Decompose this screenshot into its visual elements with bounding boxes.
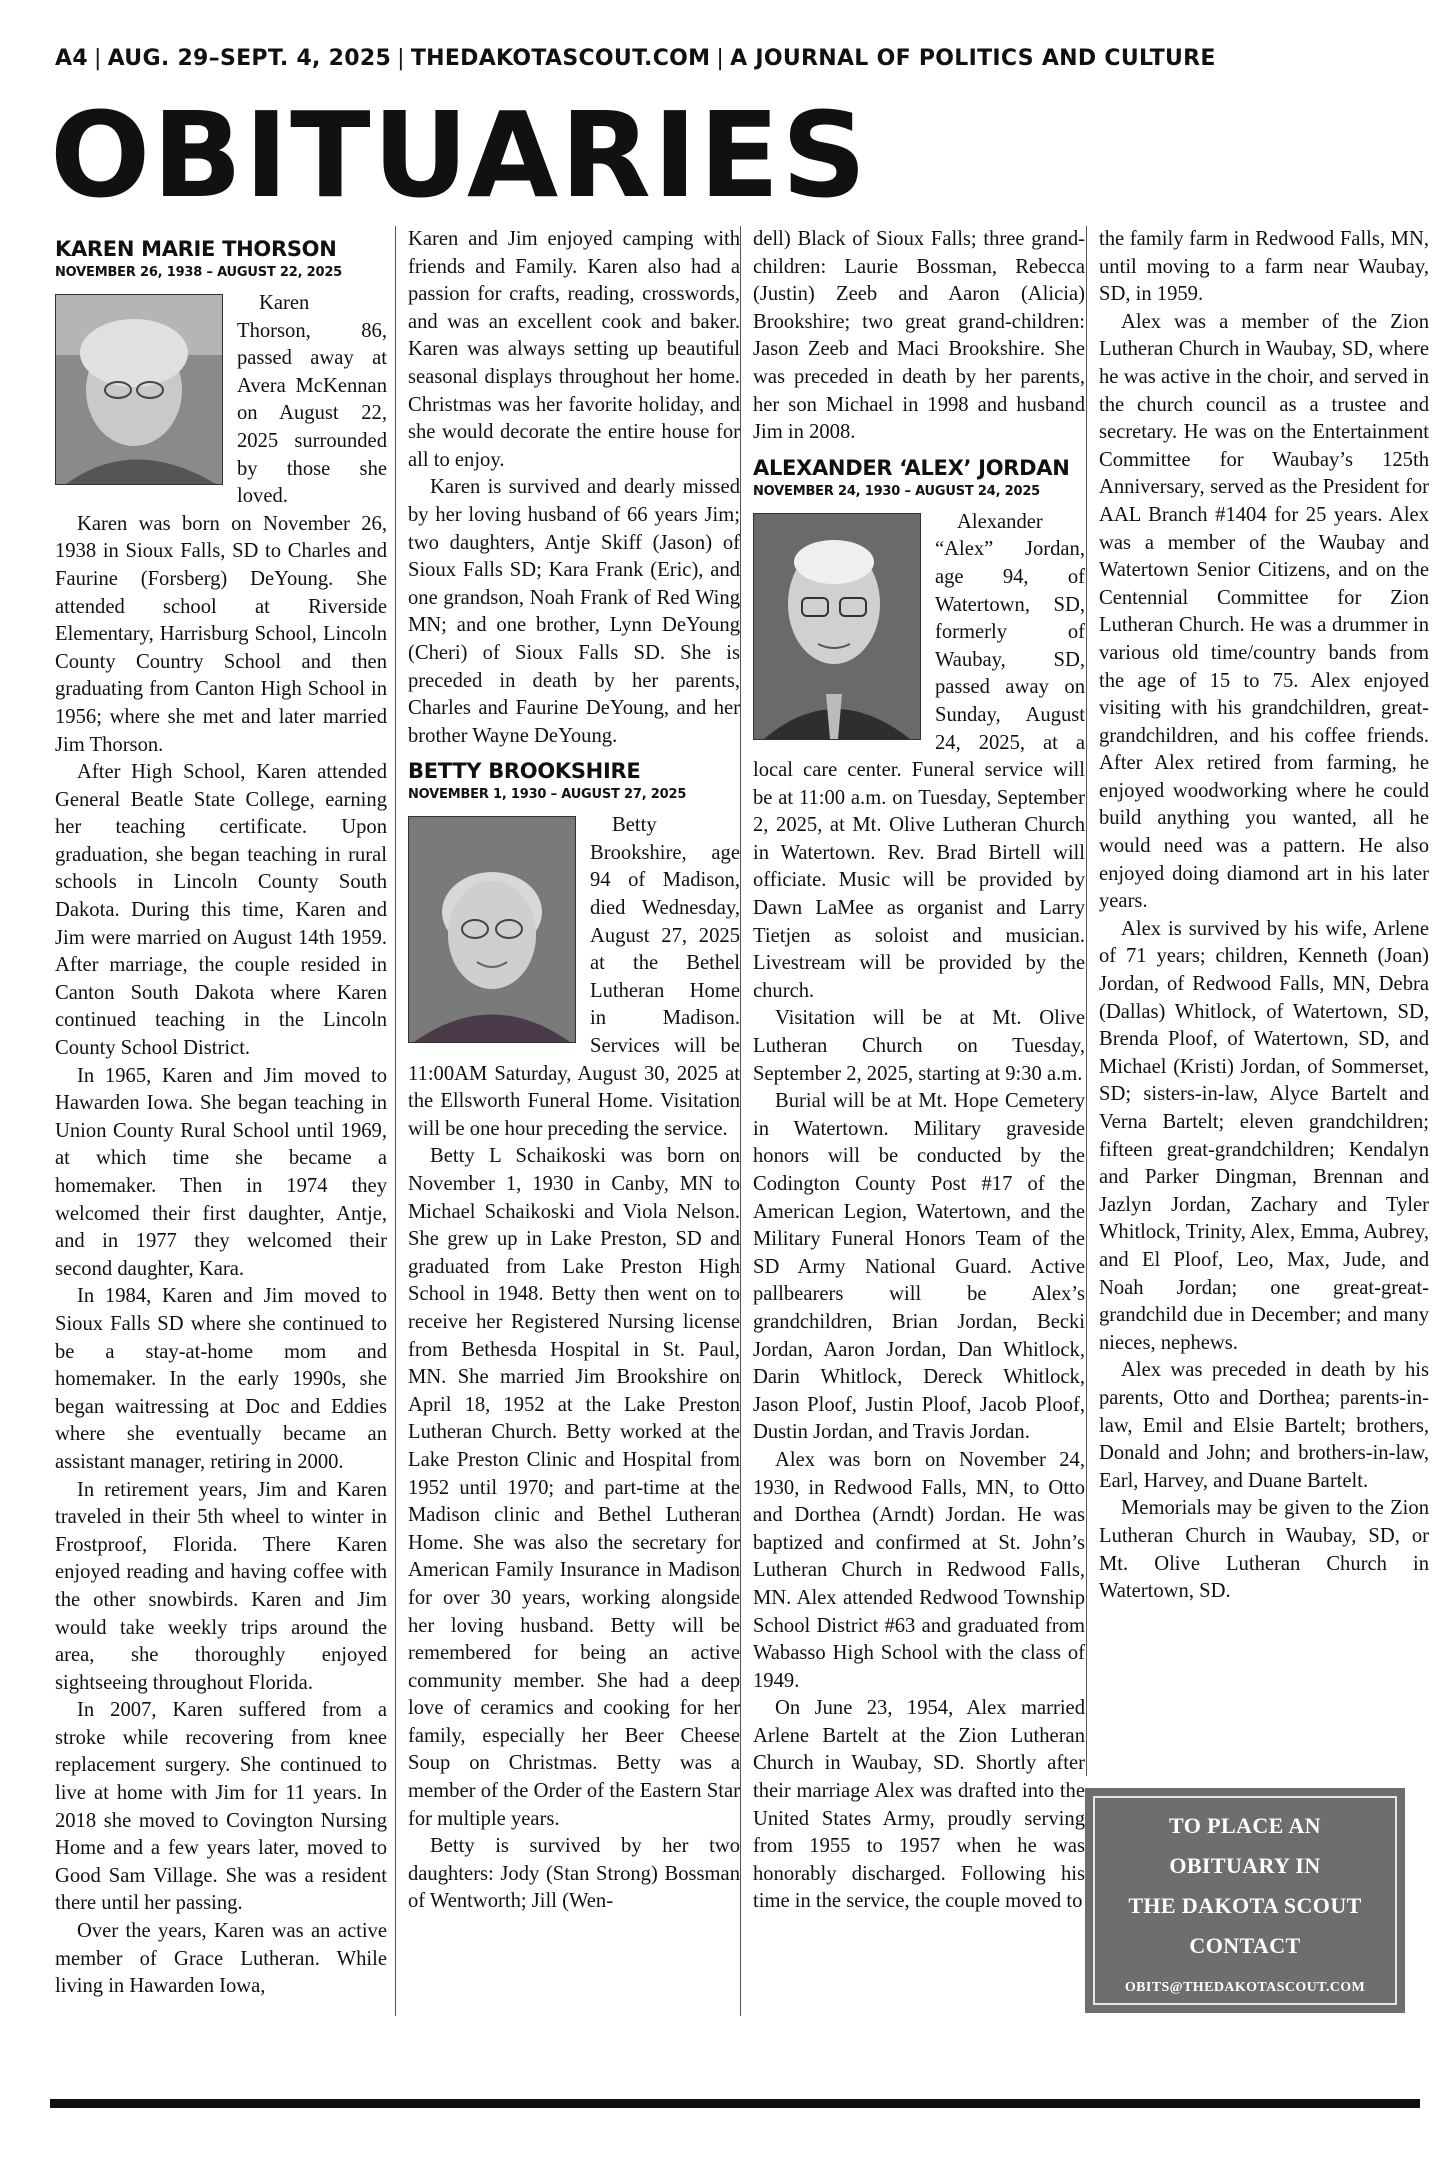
obit-dates-karen: NOVEMBER 26, 1938 – AUGUST 22, 2025 xyxy=(55,265,343,280)
obit-dates-betty: NOVEMBER 1, 1930 – AUGUST 27, 2025 xyxy=(408,787,687,803)
betty-paragraph: Betty Brookshire, age 94 of Madison, died Wednesday, August 27, 2025 at the Bethel Lutheran Home in Madison. Services will be 11:00AM Saturday, August 30, 2025 at the Ellsworth Funeral Home. Visitation will be one hour preceding the service. xyxy=(408,814,740,1140)
bottom-rule xyxy=(50,2099,1420,2108)
obit-name-karen: KAREN MARIE THORSON xyxy=(55,237,337,261)
obituary-contact-frame xyxy=(1093,1796,1397,2005)
promo-line: TO PLACE AN xyxy=(1169,1812,1321,1838)
issue-date: AUG. 29–SEPT. 4, 2025 xyxy=(107,46,392,71)
column-1 xyxy=(55,226,387,2001)
karen-paragraph: Karen and Jim enjoyed camping with friends and Family. Karen also had a passion for crafts, reading, crosswords, and was an excellent cook and baker. Karen was always setting up beautiful seasonal displays throughout her home. Christmas was her favorite holiday, and she would decorate the entire house for all to enjoy. xyxy=(408,228,740,471)
betty-paragraph: Betty is survived by her two daughters: Jody (Stan Strong) Bossman of Wentworth; Jill (Wen- xyxy=(408,1835,740,1913)
betty-portrait-photo xyxy=(408,816,576,1043)
karen-paragraph: In 1984, Karen and Jim moved to Sioux Falls SD where she continued to be a stay-at-home mom and homemaker. In the early 1990s, she began waitressing at Doc and Eddies where she eventually became an assistant manager, retiring in 2000. xyxy=(55,1285,387,1473)
betty-paragraph: Betty L Schaikoski was born on November 1, 1930 in Canby, MN to Michael Schaikoski and Viola Nelson. She grew up in Lake Preston, SD and graduated from Lake Preston High School in 1948. Betty then went on to receive her Registered Nursing license from Bethesda Hospital in St. Paul, MN. She married Jim Brookshire on April 18, 1952 at the Lake Preston Lutheran Church. Betty worked at the Lake Preston Clinic and Hospital from 1952 until 1970; and part-time at the Madison clinic and Bethel Lutheran Home. She was also the secretary for American Family Insurance in Madison for over 30 years, working alongside her loving husband. Betty will be remembered for being an active community member. She had a deep love of ceramics and cooking for her family, especially her Beer Cheese Soup on Christmas. Betty was a member of the Order of the Eastern Star for multiple years. xyxy=(408,1145,740,1830)
tagline: A JOURNAL OF POLITICS AND CULTURE xyxy=(730,46,1216,71)
column-3 xyxy=(753,226,1085,1916)
alex-paragraph: On June 23, 1954, Alex married Arlene Bartelt at the Zion Lutheran Church in Waubay, SD. Shortly after their marriage Alex was drafted into the United States Army, proudly serving from 1955 to 1957 when he was honorably discharged. Following his time in the service, the couple moved to xyxy=(753,1697,1085,1913)
alex-paragraph: the family farm in Redwood Falls, MN, until moving to a farm near Waubay, SD, in 1959. xyxy=(1099,228,1429,306)
obituary-contact-box xyxy=(1085,1788,1405,2013)
karen-paragraph: In retirement years, Jim and Karen traveled in their 5th wheel to winter in Frostproof, Florida. There Karen enjoyed reading and having coffee with the other snowbirds. Karen and Jim would take weekly trips around the area, she thoroughly enjoyed sightseeing throughout Florida. xyxy=(55,1478,387,1694)
header-separator: | xyxy=(93,46,102,71)
karen-paragraph: Over the years, Karen was an active member of Grace Lutheran. While living in Hawarden Iowa, xyxy=(55,1920,387,1998)
promo-line: OBITUARY IN xyxy=(1169,1852,1321,1878)
alex-paragraph: Alex is survived by his wife, Arlene of 71 years; children, Kenneth (Joan) Jordan, of Redwood Falls, MN, Debra (Dallas) Whitlock, of Watertown, SD, Brenda Ploof, of Watertown, SD, and Michael (Kristi) Jordan, of Sommerset, SD; sisters-in-law, Alyce Bartelt and Verna Bartelt; eleven grandchildren; fifteen great-grandchildren; Kendalyn and Parker Dingman, Brennan and Jazlyn Jordan, Zachary and Tyler Whitlock, Trinity, Alex, Emma, Aubrey, and El Ploof, Leo, Max, Jude, and Noah Jordan; one great-great-grandchild due in December; and many nieces, nephews. xyxy=(1099,917,1429,1354)
alex-paragraph: Alex was born on November 24, 1930, in Redwood Falls, MN, to Otto and Dorthea (Arndt) Jordan. He was baptized and confirmed at St. John’s Lutheran Church in Redwood Falls, MN. Alex attended Redwood Township School District #63 and graduated from Wabasso High School with the class of 1949. xyxy=(753,1448,1085,1692)
column-divider xyxy=(395,226,396,2016)
obit-name-betty: BETTY BROOKSHIRE xyxy=(408,759,641,784)
alex-paragraph: Alex was preceded in death by his parents, Otto and Dorthea; parents-in-law, Emil and Elsie Bartelt; brothers, Donald and John; and brothers-in-law, Earl, Harvey, and Duane Bartelt. xyxy=(1099,1359,1429,1492)
karen-paragraph: In 1965, Karen and Jim moved to Hawarden Iowa. She began teaching in Union County Rural School until 1969, at which time she became a homemaker. Then in 1974 they welcomed their first daughter, Antje, and in 1977 they welcomed their second daughter, Kara. xyxy=(55,1064,387,1280)
karen-paragraph: After High School, Karen attended General Beatle State College, earning her teaching certificate. Upon graduation, she began teaching in rural schools in Lincoln County South Dakota. During this time, Karen and Jim were married on August 14th 1959. After marriage, the couple resided in Canton South Dakota where Karen continued teaching in the Lincoln County School District. xyxy=(55,761,387,1060)
karen-paragraph: Karen was born on November 26, 1938 in Sioux Falls, SD to Charles and Faurine (Forsberg) DeYoung. She attended school at Riverside Elementary, Harrisburg School, Lincoln County Country School and then graduating from Canton High School in 1956; where she met and later married Jim Thorson. xyxy=(55,512,387,756)
karen-paragraph: Karen Thorson, 86, passed away at Avera McKennan on August 22, 2025 surrounded by those she loved. xyxy=(237,292,387,508)
alex-paragraph: Alexander “Alex” Jordan, age 94, of Watertown, SD, formerly of Waubay, SD, passed away on Sunday, August 24, 2025, at a local care center. Funeral service will be at 11:00 a.m. on Tuesday, September 2, 2025, at Mt. Olive Lutheran Church in Watertown. Rev. Brad Birtell will officiate. Music will be provided by Dawn LaMee as organist and Larry Tietjen as soloist and musician. Livestream will be provided by the church. xyxy=(753,510,1085,1002)
column-divider xyxy=(740,226,741,2016)
promo-line: CONTACT xyxy=(1189,1932,1301,1958)
alex-paragraph: Visitation will be at Mt. Olive Lutheran Church on Tuesday, September 2, 2025, starting at 9:30 a.m. xyxy=(753,1007,1085,1085)
obit-name-alex: ALEXANDER ‘ALEX’ JORDAN xyxy=(753,455,1070,480)
karen-paragraph: Karen is survived and dearly missed by her loving husband of 66 years Jim; two daughters, Antje Skiff (Jason) of Sioux Falls SD; Kara Frank (Eric), and one grandson, Noah Frank of Red Wing MN; and one brother, Lynn DeYoung (Cheri) of Sioux Falls SD. She is preceded in death by her parents, Charles and Faurine DeYoung, and her brother Wayne DeYoung. xyxy=(408,476,740,747)
alex-portrait-photo xyxy=(753,513,921,740)
promo-line: THE DAKOTA SCOUT xyxy=(1128,1892,1362,1918)
obits-email-link[interactable]: OBITS@THEDAKOTASCOUT.COM xyxy=(1124,1979,1366,1995)
header-separator: | xyxy=(716,46,725,71)
column-2 xyxy=(408,226,740,1916)
page-title: OBITUARIES xyxy=(50,86,869,224)
alex-paragraph: Alex was a member of the Zion Lutheran Church in Waubay, SD, where he was active in the choir, and served in the church council as a trustee and secretary. He was on the Entertainment Committee for Waubay’s 125th Anniversary, served as the President for AAL Branch #1404 for 25 years. Alex was a member of the Waubay and Watertown Senior Citizens, and on the Centennial Committee for Zion Lutheran Church. He was a drummer in various old time/country bands from the age of 15 to 75. Alex enjoyed visiting with his grandchildren, great-grandchildren, and his coffee friends. After Alex retired from farming, he enjoyed woodworking where he could build anything you wanted, all he would need was a pattern. He also enjoyed doing diamond art in his later years. xyxy=(1099,310,1429,913)
alex-paragraph: Memorials may be given to the Zion Lutheran Church in Waubay, SD, or Mt. Olive Lutheran Church in Watertown, SD. xyxy=(1099,1497,1429,1603)
karen-portrait-photo xyxy=(55,294,223,485)
obit-dates-alex: NOVEMBER 24, 1930 – AUGUST 24, 2025 xyxy=(753,483,1041,499)
column-divider xyxy=(1086,226,1087,1776)
betty-paragraph: dell) Black of Sioux Falls; three grand-children: Laurie Bossman, Rebecca (Justin) Zeeb and Aaron (Alicia) Brookshire; two great grand-children: Jason Zeeb and Maci Brookshire. She was preceded in death by her parents, her son Michael in 1998 and husband Jim in 2008. xyxy=(753,228,1085,444)
page-number: A4 xyxy=(55,46,88,71)
column-4 xyxy=(1099,226,1429,1606)
header-separator: | xyxy=(397,46,405,71)
karen-paragraph: In 2007, Karen suffered from a stroke while recovering from knee replacement surgery. She continued to live at home with Jim for 11 years. In 2018 she moved to Covington Nursing Home and a few years later, moved to Good Sam Village. She was a resident there until her passing. xyxy=(55,1699,387,1915)
site-url[interactable]: THEDAKOTASCOUT.COM xyxy=(410,46,711,71)
page-header xyxy=(55,46,1415,71)
alex-paragraph: Burial will be at Mt. Hope Cemetery in Watertown. Military graveside honors will be conducted by the Codington County Post #17 of the American Legion, Watertown, and the Military Funeral Honors Team of the SD Army National Guard. Active pallbearers will be Alex’s grandchildren, Brian Jordan, Becki Jordan, Aaron Jordan, Dan Whitlock, Darin Whitlock, Dereck Whitlock, Jason Ploof, Justin Ploof, Jacob Ploof, Dustin Jordan, and Travis Jordan. xyxy=(753,1090,1085,1444)
